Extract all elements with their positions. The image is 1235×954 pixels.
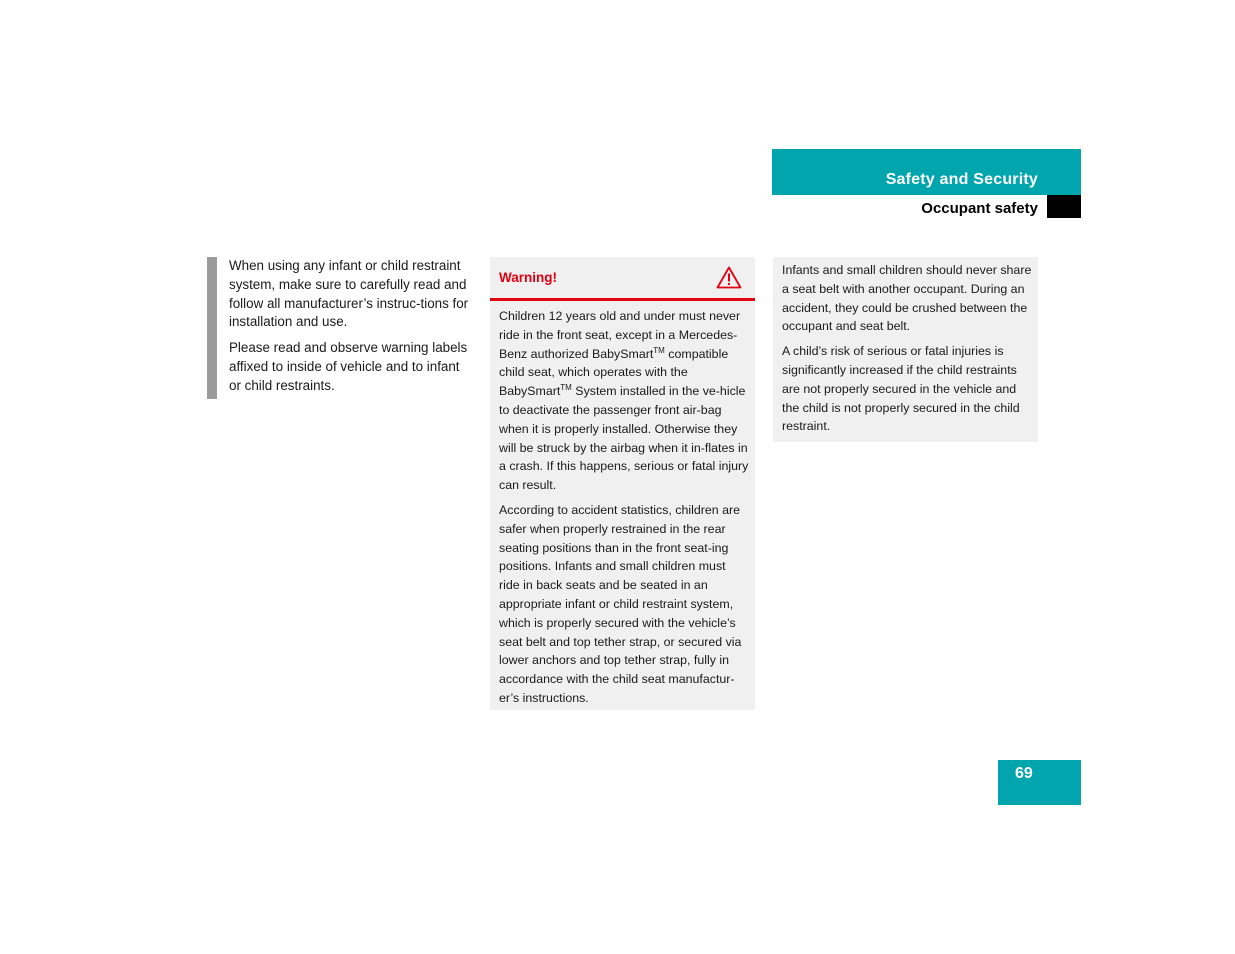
trademark-mark: TM [653, 345, 665, 355]
warning-body [499, 307, 749, 714]
warning-header [490, 257, 755, 301]
page-number: 69 [1015, 765, 1033, 782]
info-paragraph: A child’s risk of serious or fatal injuries is significantly increased if the child restraints are not properly secured in the vehicle and the child is not properly secured in the child restraint. [782, 344, 1020, 434]
warning-text: System installed in the ve-hicle to deactivate the passenger front air-bag when it is properly installed. Otherwise they will be struck by the airbag when it in-flates in a crash. If this happens, serious or fatal injury can result. [499, 384, 749, 493]
note-block [207, 257, 475, 399]
page-number-box [998, 760, 1081, 805]
note-text [229, 257, 475, 403]
warning-paragraph: According to accident statistics, children are safer when properly restrained in the rear seating positions than in the front seat-ing positions. Infants and small children must ride in back seats and be seated in an appropriate infant or child restraint system, which is properly secured with the vehicle’s seat belt and top tether strap, or secured via lower anchors and top tether strap, fully in accordance with the child seat manufactur-er’s instructions. [499, 502, 742, 705]
note-paragraph: When using any infant or child restraint system, make sure to carefully read and follow all manufacturer’s instruc-tions for installation and use. [229, 258, 469, 330]
info-body [782, 261, 1032, 442]
note-paragraph: Please read and observe warning labels affixed to inside of vehicle and to infant or child restraints. [229, 340, 468, 393]
warning-text: Children 12 years old and under must never ride in the front seat, except in a Mercedes-Benz authorized BabySmart [499, 309, 741, 361]
warning-box [490, 257, 755, 710]
warning-triangle-icon [716, 266, 742, 289]
subsection-title: Occupant safety [921, 200, 1038, 217]
info-paragraph: Infants and small children should never share a seat belt with another occupant. During an accident, they could be crushed between the occupant and seat belt. [782, 263, 1032, 334]
trademark-mark: TM [560, 383, 572, 393]
warning-text: compatible child seat, which operates with the BabySmart [499, 346, 729, 399]
section-header-band [772, 149, 1081, 195]
warning-title: Warning! [499, 270, 557, 285]
warning-paragraph [499, 307, 749, 495]
section-tab-marker [1047, 195, 1081, 218]
info-box [773, 257, 1038, 442]
section-title: Safety and Security [885, 171, 1038, 188]
note-side-bar [207, 257, 217, 399]
